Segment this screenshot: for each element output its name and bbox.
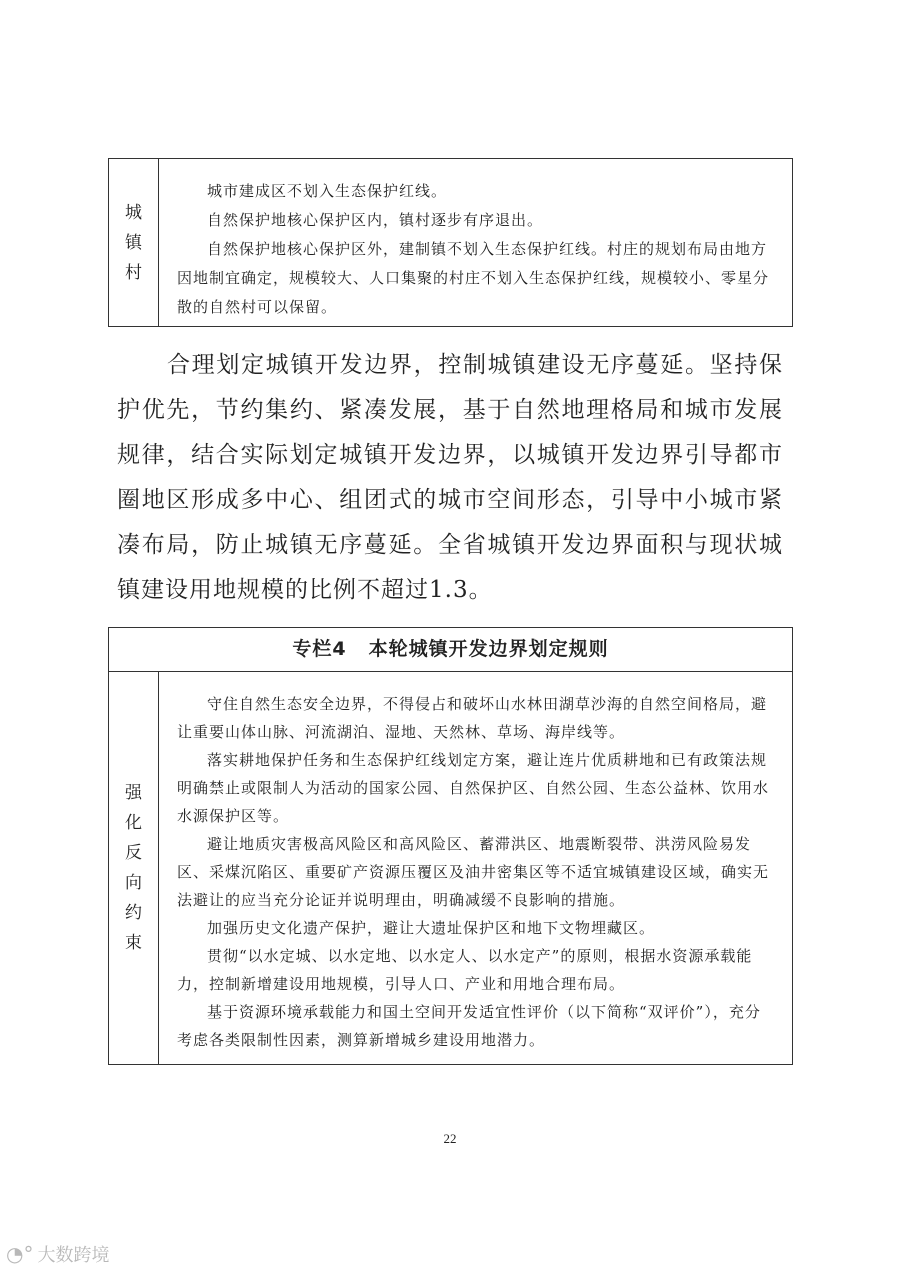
row-label-town-village: 城 镇 村 [125,202,142,283]
table-town-village [108,158,793,327]
table-paragraph: 落实耕地保护任务和生态保护红线划定方案，避让连片优质耕地和已有政策法规明确禁止或限制人为活动的国家公园、自然保护区、自然公园、生态公益林、饮用水水源保护区等。 [177,751,770,825]
table-paragraph: 自然保护地核心保护区外，建制镇不划入生态保护红线。村庄的规划布局由地方因地制宜确定，规模较大、人口集聚的村庄不划入生态保护红线，规模较小、零星分散的自然村可以保留。 [177,240,770,316]
watermark-logo-icon: ◔° [6,1242,34,1266]
table-paragraph: 基于资源环境承载能力和国土空间开发适宜性评价（以下简称“双评价”），充分考虑各类限制性因素，测算新增城乡建设用地潜力。 [177,1003,761,1049]
table-paragraph: 自然保护地核心保护区内，镇村逐步有序退出。 [207,211,544,229]
table-paragraph: 城市建成区不划入生态保护红线。 [207,182,448,200]
row-label-cell [109,672,159,1064]
table-column-box-4 [108,627,793,1065]
row-label-cell [109,159,159,326]
row-label-reverse-constraint: 强 化 反 向 约 束 [125,783,142,953]
watermark: ◔° 大数跨境 [6,1242,110,1266]
table-content-cell [159,159,792,326]
table-paragraph: 贯彻“以水定城、以水定地、以水定人、以水定产”的原则，根据水资源承载能力，控制新增建设用地规模，引导人口、产业和用地合理布局。 [177,947,753,993]
page-number: 22 [443,1131,457,1146]
table-paragraph: 加强历史文化遗产保护，避让大遗址保护区和地下文物埋藏区。 [207,919,656,937]
table-title: 专栏4 本轮城镇开发边界划定规则 [109,628,792,672]
table-paragraph: 避让地质灾害极高风险区和高风险区、蓄滞洪区、地震断裂带、洪涝风险易发区、采煤沉陷区、重要矿产资源压覆区及油井密集区等不适宜城镇建设区域，确实无法避让的应当充分论证并说明理由，明确减缓不良影响的措施。 [177,835,770,909]
body-paragraph: 合理划定城镇开发边界，控制城镇建设无序蔓延。坚持保护优先，节约集约、紧凑发展，基于自然地理格局和城市发展规律，结合实际划定城镇开发边界，以城镇开发边界引导都市圈地区形成多中心、组团式的城市空间形态，引导中小城市紧凑布局，防止城镇无序蔓延。全省城镇开发边界面积与现状城镇建设用地规模的比例不超过1.3。 [117,352,783,603]
table-content-cell [159,672,792,1064]
table-paragraph: 守住自然生态安全边界，不得侵占和破坏山水林田湖草沙海的自然空间格局，避让重要山体山脉、河流湖泊、湿地、天然林、草场、海岸线等。 [177,695,768,741]
